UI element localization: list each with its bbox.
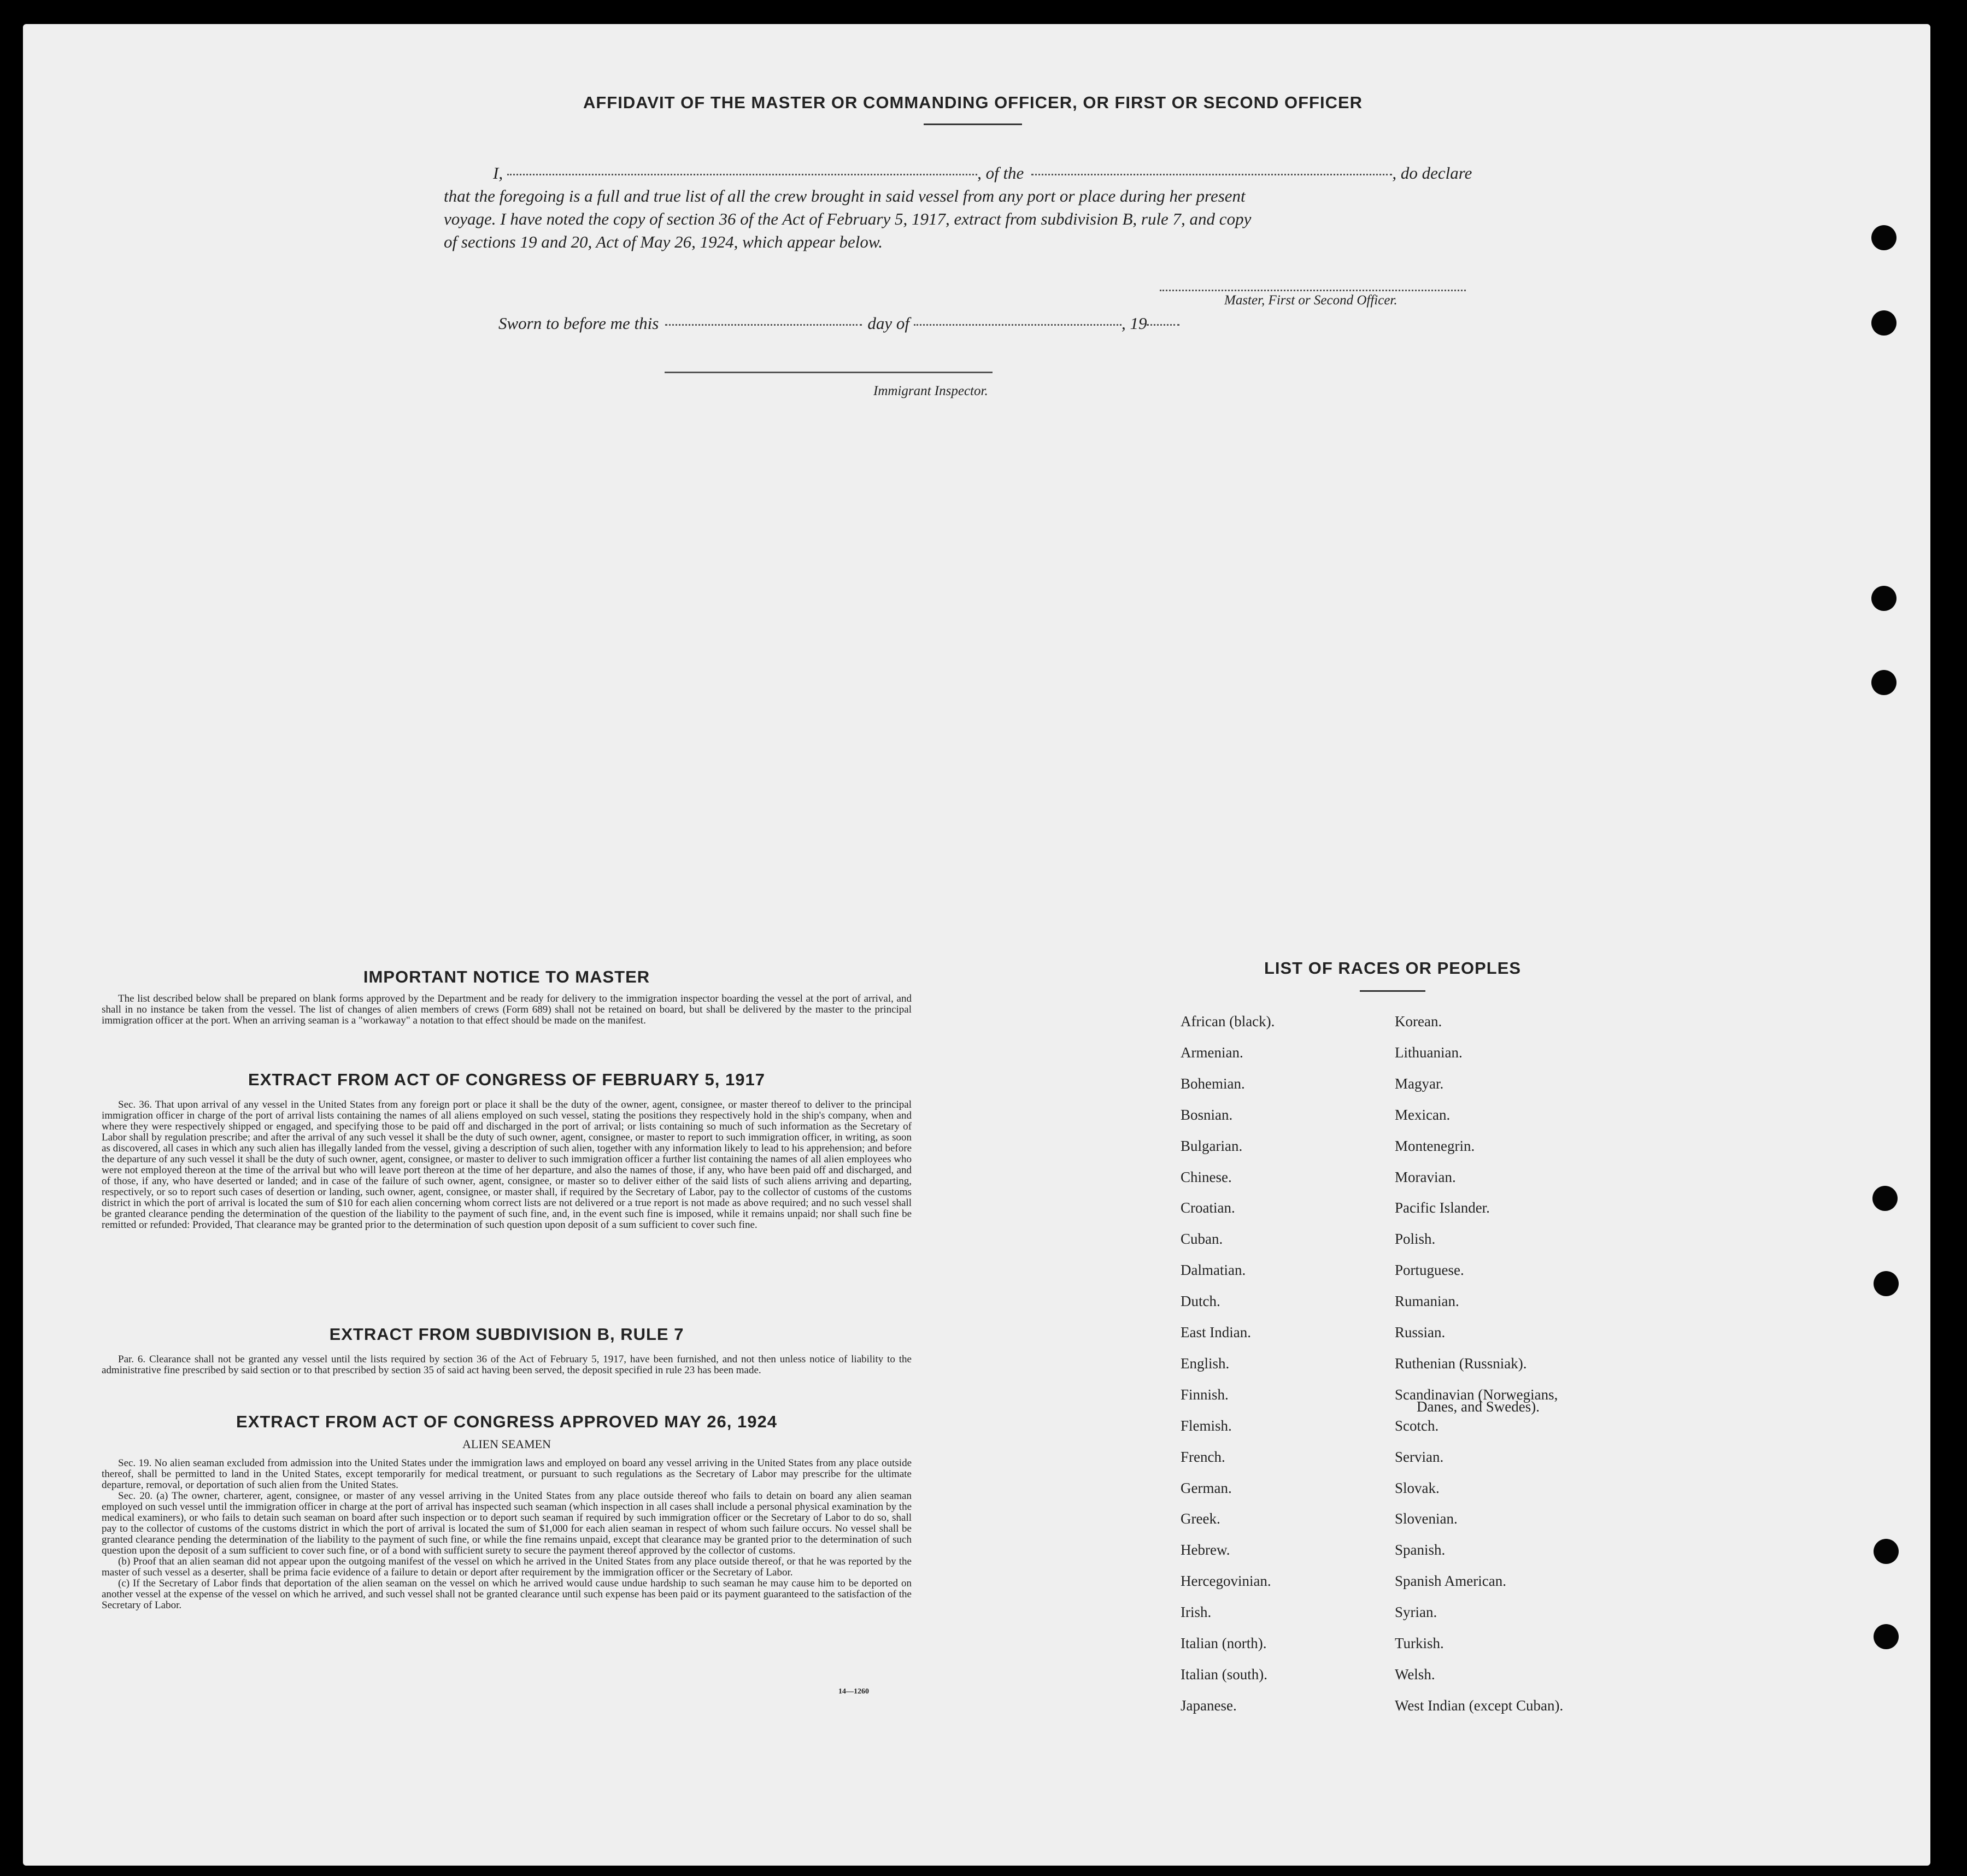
vessel-position-field[interactable] xyxy=(1031,174,1392,175)
i-label: I, xyxy=(493,163,503,183)
master-signature-label: Master, First or Second Officer. xyxy=(1224,293,1398,308)
affidavit-line-4: of sections 19 and 20, Act of May 26, 1924, which appear below. xyxy=(444,232,883,251)
race-item-right: Welsh. xyxy=(1395,1666,1435,1683)
sec20b-text: (b) Proof that an alien seaman did not appear upon the outgoing manifest of the vessel on which he arrived in the United States from any place outside thereof, or that he was reported by the master of such vessel as a deserter, shall be prima facie evidence of a failure to detain or deport after requirement by the immigration officer or the Secretary of Labor. xyxy=(102,1556,912,1578)
race-item-right: Lithuanian. xyxy=(1395,1044,1463,1061)
alien-seamen-subtitle: ALIEN SEAMEN xyxy=(462,1437,551,1451)
race-item-left: Armenian. xyxy=(1181,1044,1243,1061)
binder-hole xyxy=(1871,310,1896,336)
race-item-left: Flemish. xyxy=(1181,1418,1232,1434)
sworn-label: Sworn to before me this xyxy=(498,314,659,333)
notice-title: IMPORTANT NOTICE TO MASTER xyxy=(363,967,650,986)
race-item-right: Russian. xyxy=(1395,1324,1446,1340)
sworn-line xyxy=(498,314,1179,333)
race-item-right: Slovak. xyxy=(1395,1480,1440,1496)
title-rule xyxy=(924,124,1022,125)
of-the-label: , of the xyxy=(977,163,1024,183)
sec20c-text: (c) If the Secretary of Labor finds that deportation of the alien seaman on the vessel on which he arrived would cause undue hardship to such seaman he may cause him to be deported on another vessel at the expense of the vessel on which he arrived, and such vessel shall not be granted clearance until such expense has been paid or its payment guaranteed to the satisfaction of the Secretary of Labor. xyxy=(102,1578,912,1611)
affidavit-body xyxy=(444,162,1504,254)
sec19-text: Sec. 19. No alien seaman excluded from admission into the United States under the immigration laws and employed on board any vessel arriving in the United States from any place outside thereof, shall be permitted to land in the United States, except temporarily for medical treatment, or pursuant to such regulations as the Secretary of Labor may prescribe for the ultimate departure, removal, or deportation of such alien from the United States. xyxy=(102,1457,912,1491)
race-item-left: Dutch. xyxy=(1181,1293,1220,1309)
extract-1917-title: EXTRACT FROM ACT OF CONGRESS OF FEBRUARY 5, 1917 xyxy=(248,1070,765,1089)
race-item-left: German. xyxy=(1181,1480,1232,1496)
year-label: , 19 xyxy=(1121,314,1147,333)
binder-hole xyxy=(1871,225,1896,250)
race-item-right: Mexican. xyxy=(1395,1107,1451,1123)
race-item-left: Hebrew. xyxy=(1181,1542,1230,1558)
race-item-left: French. xyxy=(1181,1449,1225,1465)
race-item-left: Dalmatian. xyxy=(1181,1262,1246,1278)
sec20a-text: Sec. 20. (a) The owner, charterer, agent, consignee, or master of any vessel arriving in the United States from any place outside thereof who fails to detain on board any alien seaman employed on such vessel until the immigration officer in charge at the port of arrival has inspected such seaman (which inspection in all cases shall include a personal physical examination by the medical examiners), or who fails to detain such seaman on board after such inspection or to deport such seaman if required by such immigration officer or the Secretary of Labor to do so, shall pay to the collector of customs of the customs district in which the port of arrival is located the sum of $1,000 for each alien seaman in respect of whom such failure occurs. No vessel shall be granted clearance pending the determination of the liability to the payment of such fine, or while the fine remains unpaid, except that clearance may be granted prior to the determination of such question upon the deposit of a sum sufficient to cover such fine, or of a bond with sufficient surety to secure the payment thereof approved by the collector of customs. xyxy=(102,1490,912,1556)
inspector-label: Immigrant Inspector. xyxy=(873,384,988,398)
race-item-left: Bosnian. xyxy=(1181,1107,1233,1123)
binder-hole xyxy=(1872,1186,1898,1211)
race-item-right: Polish. xyxy=(1395,1231,1436,1247)
races-title-rule xyxy=(1360,990,1425,992)
extract-1924-section xyxy=(102,1412,912,1611)
affidavit-section xyxy=(437,93,1508,125)
form-number: 14—1260 xyxy=(838,1687,869,1696)
notice-text: The list described below shall be prepared on blank forms approved by the Department and be ready for delivery to the immigration inspector boarding the vessel at the port of arrival, and shall in no instance be taken from the vessel. The list of changes of alien members of crews (Form 689) shall not be retained on board, but shall be delivered by the master to the principal immigration officer at the port. When an arriving seaman is a "workaway" a notation to that effect should be made on the manifest. xyxy=(102,993,912,1026)
binder-hole xyxy=(1874,1624,1899,1649)
races-list xyxy=(1181,1013,1793,1713)
affidavit-line-1 xyxy=(444,162,1504,185)
race-item-left: English. xyxy=(1181,1355,1230,1372)
race-item-left: Hercegovinian. xyxy=(1181,1573,1271,1589)
race-item-left: East Indian. xyxy=(1181,1324,1251,1340)
race-item-left: Chinese. xyxy=(1181,1169,1232,1185)
race-item-left: Cuban. xyxy=(1181,1231,1223,1247)
do-declare-label: , do declare xyxy=(1392,163,1472,183)
sworn-year-field[interactable] xyxy=(1147,324,1179,326)
declarant-name-field[interactable] xyxy=(507,174,977,175)
race-item-right: Spanish American. xyxy=(1395,1573,1506,1589)
race-item-right: Moravian. xyxy=(1395,1169,1456,1185)
race-item-right: Slovenian. xyxy=(1395,1510,1458,1527)
race-item-left: Bulgarian. xyxy=(1181,1138,1243,1154)
race-item-right: West Indian (except Cuban). xyxy=(1395,1697,1564,1714)
affidavit-line-3: voyage. I have noted the copy of section 36 of the Act of February 5, 1917, extract from subdivision B, rule 7, and copy xyxy=(444,209,1252,228)
extract-1924-title: EXTRACT FROM ACT OF CONGRESS APPROVED MAY 26, 1924 xyxy=(236,1412,777,1431)
race-item-left: Bohemian. xyxy=(1181,1075,1245,1092)
sworn-month-field[interactable] xyxy=(914,324,1122,326)
race-item-right: Korean. xyxy=(1395,1013,1442,1030)
race-item-left: Croatian. xyxy=(1181,1199,1235,1216)
binder-hole xyxy=(1871,586,1896,611)
binder-hole xyxy=(1874,1539,1899,1564)
race-item-left: Greek. xyxy=(1181,1510,1220,1527)
race-item-left: Irish. xyxy=(1181,1604,1212,1620)
race-item-left: African (black). xyxy=(1181,1013,1275,1030)
race-item-right: Syrian. xyxy=(1395,1604,1437,1620)
race-item-right: Ruthenian (Russniak). xyxy=(1395,1355,1527,1372)
affidavit-line-2: that the foregoing is a full and true list of all the crew brought in said vessel from any port or place during her present xyxy=(444,186,1246,205)
race-item-right: Servian. xyxy=(1395,1449,1444,1465)
extract-rule7-title: EXTRACT FROM SUBDIVISION B, RULE 7 xyxy=(329,1325,684,1344)
race-item-left: Italian (north). xyxy=(1181,1635,1267,1651)
races-section xyxy=(1189,958,1845,992)
notice-section xyxy=(102,967,912,1026)
race-item-right: Montenegrin. xyxy=(1395,1138,1475,1154)
sworn-day-field[interactable] xyxy=(665,324,862,326)
race-item-left: Finnish. xyxy=(1181,1386,1229,1403)
race-item-right: Pacific Islander. xyxy=(1395,1199,1490,1216)
master-signature-line[interactable] xyxy=(1160,290,1466,291)
extract-1917-section xyxy=(102,1070,912,1231)
binder-hole xyxy=(1871,670,1896,695)
races-title: LIST OF RACES OR PEOPLES xyxy=(1264,958,1522,978)
race-item-right: Scotch. xyxy=(1395,1418,1439,1434)
race-item-right: Magyar. xyxy=(1395,1075,1444,1092)
extract-1917-text: Sec. 36. That upon arrival of any vessel in the United States from any foreign port or place it shall be the duty of the owner, agent, consignee, or master thereof to deliver to the principal immigration officer in charge of the port of arrival lists containing the names of all aliens employed on such vessel, stating the positions they respectively hold in the ship's company, when and where they were respectively shipped or engaged, and specifying those to be paid off and discharged in the port of arrival; or lists containing so much of such information as the Secretary of Labor shall by regulation prescribe; and after the arrival of any such vessel it shall be the duty of such owner, agent, consignee, or master to report to such immigration officer, in writing, as soon as discovered, all cases in which any such alien has illegally landed from the vessel, giving a description of such alien, together with any information likely to lead to his apprehension; and before the departure of any such vessel it shall be the duty of such owner, agent, consignee, or master to deliver to such immigration officer a further list containing the names of all alien employees who were not employed thereon at the time of the arrival but who will leave port thereon at the time of her departure, and also the names of those, if any, who have been paid off and discharged, and of those, if any, who have deserted or landed; and in case of the failure of such owner, agent, consignee, or master so to deliver either of the said lists of such aliens arriving and departing, respectively, or so to report such cases of desertion or landing, such owner, agent, consignee, or master shall, if required by the Secretary of Labor, pay to the collector of customs of the customs district in which the port of arrival is located the sum of $10 for each alien concerning whom correct lists are not delivered or a true report is not made as above required; and no such vessel shall be granted clearance pending the determination of the question of the liability to the payment of such fine, and, in the event such fine is imposed, while it remains unpaid; nor shall such fine be remitted or refunded: Provided, That clearance may be granted prior to the determination of such question upon deposit of a sum sufficient to cover such fine. xyxy=(102,1099,912,1231)
race-item-left: Italian (south). xyxy=(1181,1666,1267,1683)
extract-rule7-section xyxy=(102,1325,912,1376)
day-of-label: day of xyxy=(867,314,909,333)
race-item-right: Rumanian. xyxy=(1395,1293,1459,1309)
race-item-right: Spanish. xyxy=(1395,1542,1446,1558)
binder-hole xyxy=(1874,1271,1899,1296)
extract-rule7-text: Par. 6. Clearance shall not be granted any vessel until the lists required by section 36 of the Act of February 5, 1917, have been furnished, and not then unless notice of liability to the administrative fine prescribed by said section or to that prescribed by section 35 of said act having been served, the deposit specified in rule 23 has been made. xyxy=(102,1354,912,1376)
race-item-right: Scandinavian (Norwegians, xyxy=(1395,1386,1558,1403)
race-item-left: Japanese. xyxy=(1181,1697,1237,1714)
race-item-right: Portuguese. xyxy=(1395,1262,1464,1278)
affidavit-title: AFFIDAVIT OF THE MASTER OR COMMANDING OFFICER, OR FIRST OR SECOND OFFICER xyxy=(583,93,1363,112)
race-item-right: Turkish. xyxy=(1395,1635,1444,1651)
race-item-right-continuation: Danes, and Swedes). xyxy=(1417,1398,1540,1415)
inspector-signature-line[interactable] xyxy=(665,372,993,373)
